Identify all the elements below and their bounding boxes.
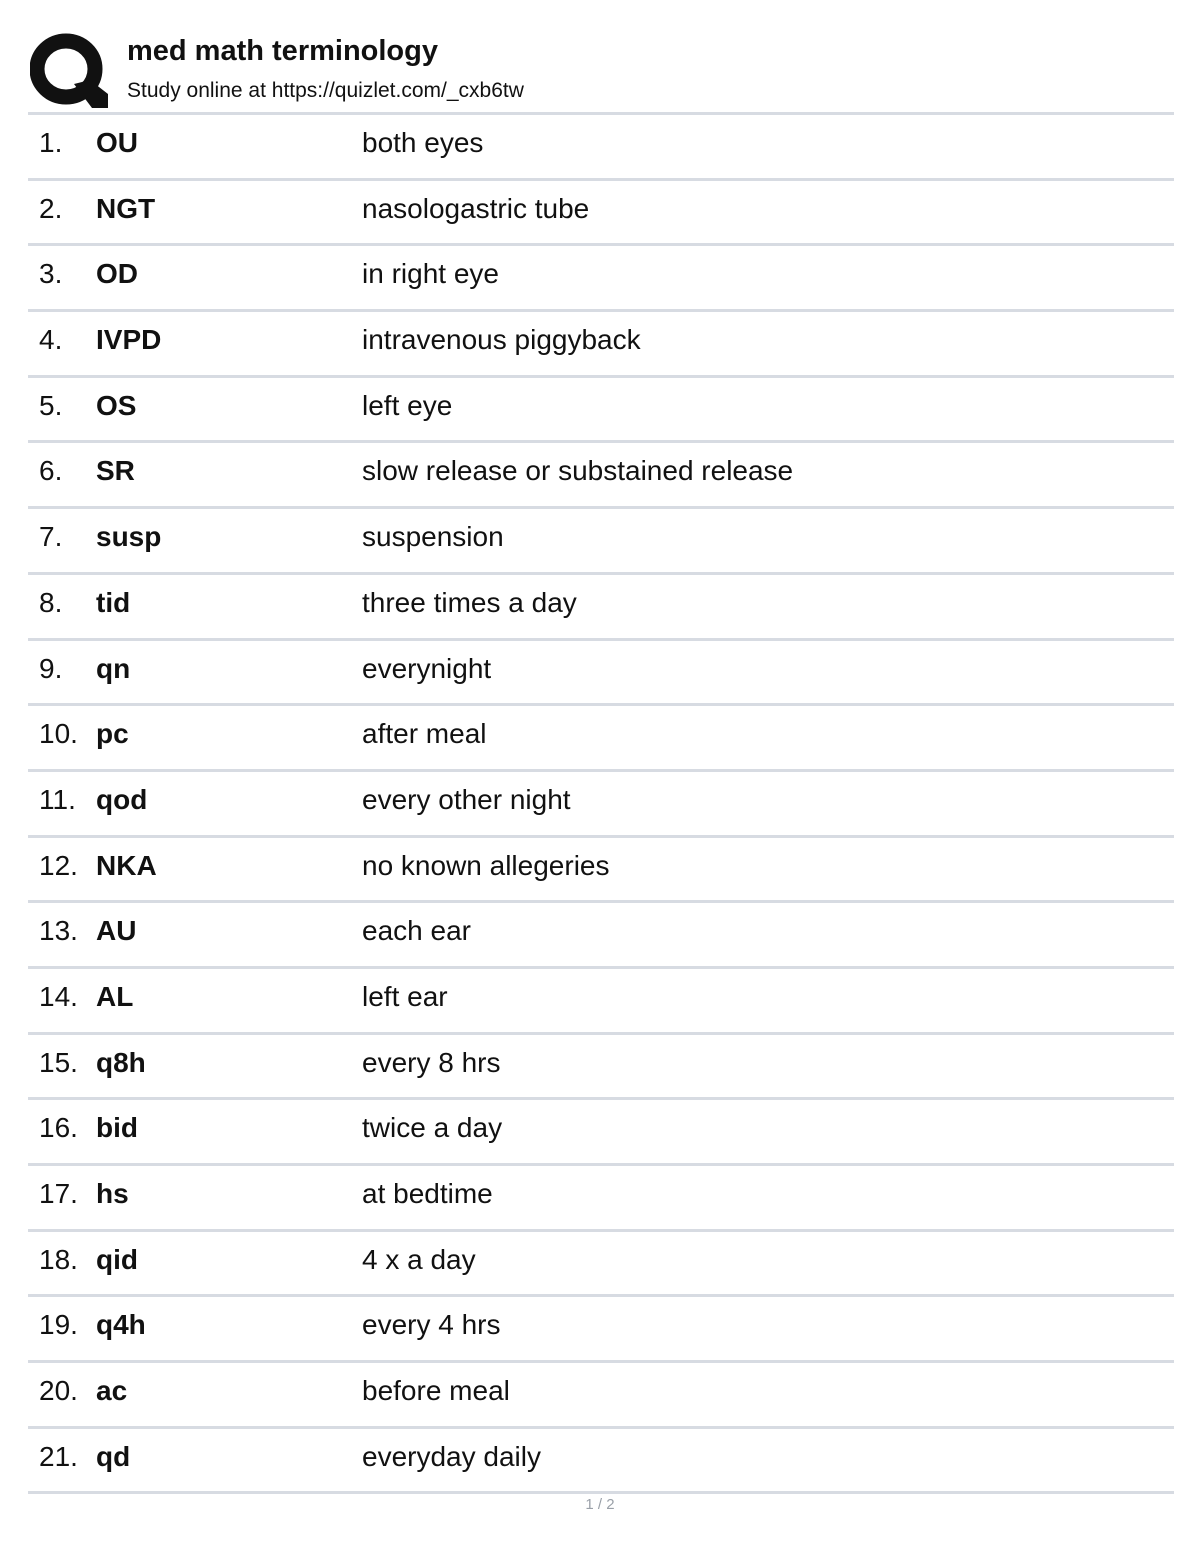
- term-row: [28, 509, 1174, 575]
- term-abbreviation: AL: [96, 980, 134, 1012]
- term-number: 2.: [39, 192, 63, 224]
- term-row: [28, 838, 1174, 904]
- term-abbreviation: NGT: [96, 192, 156, 224]
- term-definition: each ear: [362, 915, 471, 947]
- term-row: [28, 772, 1174, 838]
- term-row: [28, 903, 1174, 969]
- term-abbreviation: ac: [96, 1375, 128, 1407]
- term-row: [28, 246, 1174, 312]
- term-number: 1.: [39, 127, 63, 158]
- term-number: 16.: [39, 1112, 78, 1144]
- term-row: [28, 312, 1174, 378]
- term-row: [28, 706, 1174, 772]
- term-abbreviation: pc: [96, 718, 129, 750]
- term-abbreviation: OD: [96, 258, 138, 290]
- term-row: [28, 1035, 1174, 1101]
- term-definition: slow release or substained release: [362, 455, 794, 487]
- term-abbreviation: qod: [96, 783, 148, 815]
- term-definition: intravenous piggyback: [362, 324, 641, 356]
- term-definition: at bedtime: [362, 1178, 493, 1209]
- term-abbreviation: OS: [96, 389, 137, 421]
- term-definition: no known allegeries: [362, 849, 610, 881]
- term-row: [28, 443, 1174, 509]
- term-definition: twice a day: [362, 1112, 503, 1144]
- term-definition: everyday daily: [362, 1440, 541, 1472]
- term-definition: every other night: [362, 783, 571, 815]
- term-definition: left eye: [362, 389, 453, 421]
- term-number: 19.: [39, 1309, 78, 1341]
- term-row: [28, 1363, 1174, 1429]
- term-definition: suspension: [362, 521, 504, 553]
- term-row: [28, 181, 1174, 247]
- term-row: [28, 1166, 1174, 1232]
- term-abbreviation: hs: [96, 1178, 129, 1209]
- term-row: [28, 1232, 1174, 1298]
- term-definition: three times a day: [362, 586, 577, 618]
- term-row: [28, 1429, 1174, 1495]
- term-definition: every 4 hrs: [362, 1309, 501, 1341]
- term-number: 5.: [39, 389, 63, 421]
- term-number: 20.: [39, 1375, 78, 1407]
- term-row: [28, 1100, 1174, 1166]
- term-definition: before meal: [362, 1375, 510, 1407]
- document-subtitle: Study online at https://quizlet.com/_cxb6tw: [127, 79, 524, 102]
- term-number: 10.: [39, 718, 78, 750]
- term-row: [28, 969, 1174, 1035]
- document-title: med math terminology: [127, 35, 438, 67]
- term-list: [28, 115, 1174, 1494]
- term-number: 12.: [39, 849, 78, 881]
- term-abbreviation: NKA: [96, 849, 157, 881]
- term-definition: after meal: [362, 718, 487, 750]
- term-definition: nasologastric tube: [362, 192, 590, 224]
- term-abbreviation: AU: [96, 915, 137, 947]
- term-number: 13.: [39, 915, 78, 947]
- term-number: 7.: [39, 521, 63, 553]
- term-definition: left ear: [362, 980, 448, 1012]
- term-row: [28, 1297, 1174, 1363]
- term-abbreviation: qd: [96, 1440, 131, 1472]
- term-row: [28, 115, 1174, 181]
- term-row: [28, 378, 1174, 444]
- term-abbreviation: qn: [96, 652, 131, 684]
- page-number: 1 / 2: [585, 1496, 615, 1513]
- term-abbreviation: q8h: [96, 1046, 146, 1078]
- term-abbreviation: qid: [96, 1243, 138, 1275]
- term-row: [28, 575, 1174, 641]
- term-abbreviation: q4h: [96, 1309, 146, 1341]
- term-abbreviation: bid: [96, 1112, 138, 1144]
- term-number: 6.: [39, 455, 63, 487]
- term-abbreviation: susp: [96, 521, 162, 553]
- term-abbreviation: IVPD: [96, 324, 162, 356]
- term-abbreviation: OU: [96, 127, 138, 158]
- term-number: 21.: [39, 1440, 78, 1472]
- term-definition: everynight: [362, 652, 492, 684]
- term-definition: in right eye: [362, 258, 499, 290]
- term-number: 14.: [39, 980, 78, 1012]
- term-number: 8.: [39, 586, 63, 618]
- term-number: 15.: [39, 1046, 78, 1078]
- term-number: 17.: [39, 1178, 78, 1209]
- term-number: 9.: [39, 652, 63, 684]
- quizlet-q-logo-icon: [30, 32, 108, 110]
- term-number: 4.: [39, 324, 63, 356]
- term-abbreviation: SR: [96, 455, 135, 487]
- term-abbreviation: tid: [96, 586, 131, 618]
- term-row: [28, 641, 1174, 707]
- term-definition: both eyes: [362, 127, 484, 158]
- term-number: 11.: [39, 783, 76, 815]
- term-number: 18.: [39, 1243, 78, 1275]
- document-header: [28, 28, 1174, 112]
- term-number: 3.: [39, 258, 63, 290]
- term-definition: every 8 hrs: [362, 1046, 501, 1078]
- term-definition: 4 x a day: [362, 1243, 476, 1275]
